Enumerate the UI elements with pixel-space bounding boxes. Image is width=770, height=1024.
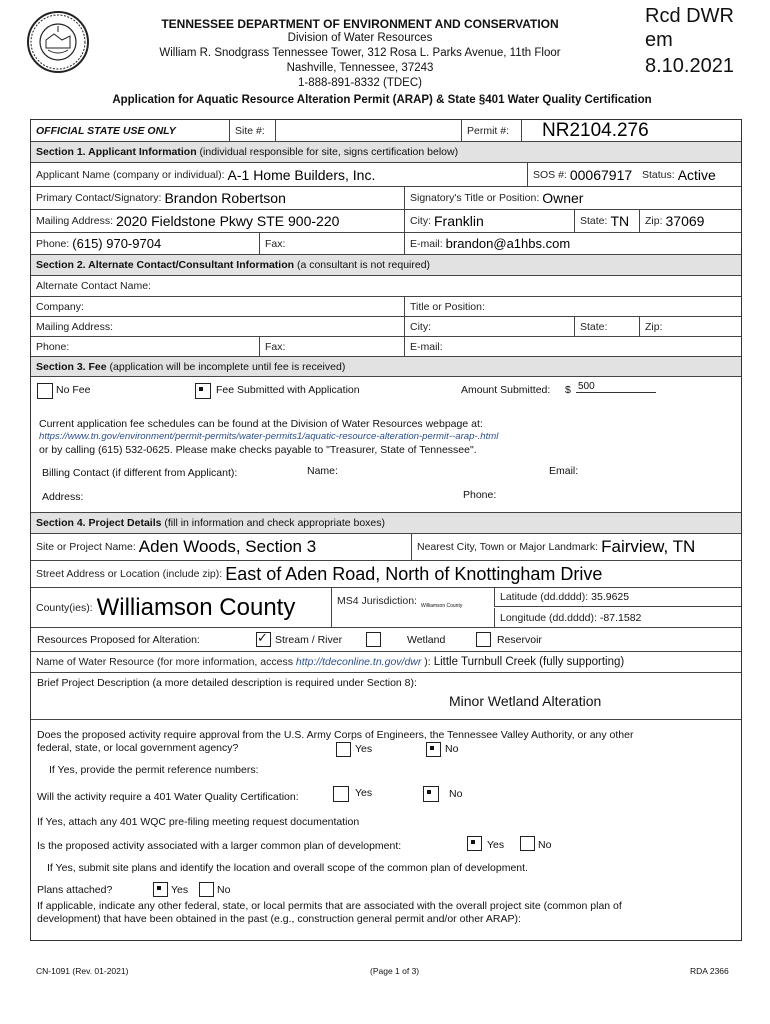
zip-label: Zip:	[645, 215, 663, 227]
section-2-header	[31, 255, 741, 276]
q1-yes-checkbox[interactable]	[336, 742, 351, 757]
status-label: Status:	[642, 168, 675, 181]
county-value: Williamson County	[96, 593, 296, 621]
site-name-field[interactable]	[31, 534, 411, 560]
q2-no-checkbox[interactable]	[423, 786, 439, 802]
primary-contact-label: Primary Contact/Signatory:	[36, 192, 162, 204]
resources-label: Resources Proposed for Alteration:	[37, 634, 200, 646]
q3-no-checkbox[interactable]	[520, 836, 535, 851]
currency-symbol: $	[565, 384, 571, 396]
state-label: State:	[580, 215, 608, 227]
site-number-label: Site #:	[229, 120, 275, 141]
latitude-field[interactable]	[494, 588, 741, 607]
alt-phone-row	[31, 337, 741, 357]
q1-line-1: Does the proposed activity require approval from the U.S. Army Corps of Engineers, the Tennessee Valley Authority, or any other	[37, 729, 634, 741]
alt-company-row	[31, 297, 741, 317]
stream-checkbox[interactable]	[256, 632, 271, 647]
section-2-title: Section 2. Alternate Contact/Consultant Information	[36, 259, 295, 271]
contact-row	[31, 187, 741, 210]
q2-text: Will the activity require a 401 Water Quality Certification:	[37, 791, 299, 803]
signatory-title-label: Signatory's Title or Position:	[410, 192, 540, 204]
alt-fax-field[interactable]	[259, 337, 404, 356]
longitude-field[interactable]	[494, 608, 741, 627]
county-label: County(ies):	[36, 601, 93, 614]
alt-contact-row	[31, 276, 741, 297]
received-stamp-3: 8.10.2021	[645, 55, 734, 77]
city-field[interactable]	[404, 210, 574, 232]
water-resource-label: Name of Water Resource (for more information, access	[36, 656, 293, 668]
address-line-1: William R. Snodgrass Tennessee Tower, 312 Rosa L. Parks Avenue, 11th Floor	[159, 47, 561, 59]
state-field[interactable]	[574, 210, 639, 232]
section-2-note: (a consultant is not required)	[296, 259, 431, 271]
mailing-address-label: Mailing Address:	[36, 215, 114, 227]
street-value: East of Aden Road, North of Knottingham Drive	[225, 563, 603, 584]
permit-number-label: Permit #:	[461, 120, 521, 141]
alt-contact-label: Alternate Contact Name:	[36, 280, 151, 292]
questions-body	[31, 720, 741, 940]
nearest-city-field[interactable]	[411, 534, 741, 560]
section-3-note: (application will be incomplete until fee is received)	[109, 360, 346, 373]
section-4-title: Section 4. Project Details	[36, 517, 162, 529]
fee-schedule-link[interactable]: https://www.tn.gov/environment/permit-permits/water-permits1/aquatic-resource-alteration-permit--arap-.html	[39, 431, 499, 442]
q3-sub: If Yes, submit site plans and identify the location and overall scope of the common plan of development.	[47, 862, 528, 874]
street-row	[31, 561, 741, 588]
wetland-checkbox[interactable]	[366, 632, 381, 647]
applicant-row	[31, 163, 741, 187]
q1-yes-label: Yes	[355, 743, 373, 755]
county-row	[31, 588, 741, 628]
official-use-label: OFFICIAL STATE USE ONLY	[36, 124, 176, 137]
signatory-title-value: Owner	[542, 190, 584, 206]
ms4-label: MS4 Jurisdiction:	[337, 595, 417, 607]
permit-number-field[interactable]	[521, 120, 741, 141]
primary-contact-field[interactable]	[31, 187, 404, 209]
email-value: brandon@a1hbs.com	[445, 236, 571, 251]
site-row	[31, 534, 741, 561]
page-number: (Page 1 of 3)	[370, 966, 420, 976]
alt-state-field[interactable]	[574, 317, 639, 336]
water-resource-link[interactable]: http://tdeconline.tn.gov/dwr	[295, 656, 422, 668]
alt-email-field[interactable]	[404, 337, 741, 356]
signatory-title-field[interactable]	[404, 187, 741, 209]
stream-label: Stream / River	[275, 634, 343, 646]
section-4-note: (fill in information and check appropriate boxes)	[164, 517, 386, 529]
billing-contact-label: Billing Contact (if different from Applicant):	[42, 467, 238, 479]
alt-phone-label: Phone:	[36, 340, 70, 353]
q4-line-1: If applicable, indicate any other federal, state, or local permits that are associated with the overall project site (common plan of	[37, 900, 622, 912]
plans-yes-label: Yes	[171, 884, 189, 896]
q3-text: Is the proposed activity associated with a larger common plan of development:	[37, 840, 402, 852]
alt-zip-label: Zip:	[645, 320, 663, 333]
q1-line-2: federal, state, or local government agency?	[37, 742, 239, 754]
section-4-header	[31, 513, 741, 534]
alt-title-label: Title or Position:	[410, 300, 485, 313]
status-value: Active	[677, 166, 716, 183]
q2-yes-label: Yes	[355, 787, 373, 799]
brief-row	[31, 673, 741, 720]
application-title: Application for Aquatic Resource Alteration Permit (ARAP) & State §401 Water Quality Certification	[112, 94, 652, 106]
longitude-value: -87.1582	[599, 611, 642, 624]
billing-name-label: Name:	[307, 465, 338, 477]
official-use-row	[31, 120, 741, 142]
city-label: City:	[410, 215, 431, 227]
section-1-note: (individual responsible for site, signs certification below)	[199, 146, 459, 158]
alt-email-label: E-mail:	[410, 340, 443, 353]
received-stamp-1: Rcd DWR	[645, 5, 734, 27]
alt-company-label: Company:	[36, 300, 84, 313]
state-value: TN	[610, 213, 630, 229]
billing-phone-label: Phone:	[463, 489, 497, 501]
section-3-title: Section 3. Fee	[36, 360, 107, 373]
zip-field[interactable]	[639, 210, 741, 232]
phone-line: 1-888-891-8332 (TDEC)	[297, 77, 422, 89]
street-field[interactable]	[31, 561, 741, 587]
water-resource-field[interactable]	[31, 652, 741, 672]
alt-phone-field[interactable]	[31, 337, 259, 356]
fee-submitted-checkbox[interactable]	[195, 383, 211, 399]
resources-row	[31, 628, 741, 652]
email-label: E-mail:	[410, 237, 443, 250]
billing-address-label: Address:	[42, 491, 84, 503]
no-fee-checkbox[interactable]	[37, 383, 53, 399]
reservoir-label: Reservoir	[497, 634, 542, 646]
phone-field[interactable]	[31, 233, 259, 254]
section-3-body	[31, 377, 741, 513]
applicant-name-label: Applicant Name (company or individual):	[36, 168, 225, 181]
ms4-value: Williamson County	[420, 603, 463, 609]
city-value: Franklin	[434, 213, 484, 229]
phone-row	[31, 233, 741, 255]
alt-zip-field[interactable]	[639, 317, 741, 336]
alt-mailing-row	[31, 317, 741, 337]
site-name-label: Site or Project Name:	[36, 541, 136, 553]
q1-no-label: No	[445, 743, 459, 755]
wetland-label: Wetland	[407, 634, 446, 646]
mailing-address-value: 2020 Fieldstone Pkwy STE 900-220	[116, 213, 340, 229]
q3-yes-label: Yes	[487, 839, 505, 851]
q3-no-label: No	[538, 839, 552, 851]
email-field[interactable]	[404, 233, 741, 254]
mailing-row	[31, 210, 741, 233]
alt-company-field[interactable]	[31, 297, 404, 316]
amount-field[interactable]	[576, 381, 656, 393]
brief-label: Brief Project Description (a more detailed description is required under Section 8):	[37, 677, 417, 689]
alt-fax-label: Fax:	[265, 340, 286, 353]
q2-yes-checkbox[interactable]	[333, 786, 349, 802]
plans-no-label: No	[217, 884, 231, 896]
ms4-field[interactable]	[331, 588, 494, 627]
q4-line-2: development) that have been obtained in the past (e.g., construction general permit and/or other ARAP):	[37, 913, 521, 925]
q1-no-checkbox[interactable]	[426, 742, 441, 757]
section-3-header	[31, 357, 741, 377]
dept-title: TENNESSEE DEPARTMENT OF ENVIRONMENT AND CONSERVATION	[161, 17, 559, 31]
phone-value: (615) 970-9704	[72, 236, 162, 251]
mailing-address-field[interactable]	[31, 210, 404, 232]
plans-no-checkbox[interactable]	[199, 882, 214, 897]
water-resource-value: Little Turnbull Creek (fully supporting)	[433, 656, 625, 668]
longitude-label: Longitude (dd.dddd):	[500, 611, 597, 624]
rda-number: RDA 2366	[690, 966, 729, 976]
received-stamp-2: em	[645, 29, 673, 51]
application-form	[30, 119, 742, 941]
alt-mailing-label: Mailing Address:	[36, 320, 114, 333]
reservoir-checkbox[interactable]	[476, 632, 491, 647]
sos-label: SOS #:	[533, 168, 567, 181]
applicant-name-value: A-1 Home Builders, Inc.	[227, 166, 376, 183]
primary-contact-value: Brandon Robertson	[164, 190, 286, 206]
latitude-value: 35.9625	[591, 591, 630, 603]
fee-schedule-text: Current application fee schedules can be found at the Division of Water Resources webpage at:	[39, 418, 483, 430]
alt-title-field[interactable]	[404, 297, 741, 316]
county-field[interactable]	[31, 588, 331, 627]
billing-email-label: Email:	[549, 465, 579, 477]
street-label: Street Address or Location (include zip):	[36, 568, 223, 580]
form-number: CN-1091 (Rev. 01-2021)	[36, 966, 129, 976]
section-1-title: Section 1. Applicant Information	[36, 146, 197, 158]
site-name-value: Aden Woods, Section 3	[138, 537, 317, 556]
brief-value[interactable]: Minor Wetland Alteration	[449, 693, 602, 709]
water-resource-row	[31, 652, 741, 673]
plans-label: Plans attached?	[37, 884, 113, 896]
status-field[interactable]	[637, 163, 741, 186]
fee-call-text: or by calling (615) 532-0625. Please make checks payable to "Treasurer, State of Tennessee".	[39, 444, 477, 456]
fax-label: Fax:	[265, 237, 286, 250]
site-number-field[interactable]	[275, 120, 461, 141]
nearest-city-value: Fairview, TN	[601, 537, 696, 556]
q1-sub: If Yes, provide the permit reference numbers:	[49, 764, 259, 776]
alt-state-label: State:	[580, 320, 608, 333]
q2-sub: If Yes, attach any 401 WQC pre-filing meeting request documentation	[37, 816, 360, 828]
q3-yes-checkbox[interactable]	[467, 836, 482, 851]
zip-value: 37069	[665, 213, 705, 229]
alt-contact-field[interactable]	[31, 276, 741, 296]
section-1-header	[31, 142, 741, 163]
q2-no-label: No	[449, 788, 463, 800]
applicant-name-field[interactable]	[31, 163, 527, 186]
amount-label: Amount Submitted:	[461, 384, 551, 396]
amount-value: 500	[578, 381, 595, 392]
alt-city-label: City:	[410, 320, 431, 333]
fee-submitted-label: Fee Submitted with Application	[216, 384, 360, 396]
latitude-label: Latitude (dd.dddd):	[500, 591, 589, 603]
phone-label: Phone:	[36, 237, 70, 250]
alt-mailing-field[interactable]	[31, 317, 404, 336]
fax-field[interactable]	[259, 233, 404, 254]
plans-yes-checkbox[interactable]	[153, 882, 168, 897]
no-fee-label: No Fee	[56, 384, 91, 396]
sos-value: 00067917	[569, 166, 633, 183]
division: Division of Water Resources	[287, 32, 433, 44]
sos-field[interactable]	[527, 163, 637, 186]
alt-city-field[interactable]	[404, 317, 574, 336]
water-resource-close: ):	[424, 656, 431, 668]
permit-number-value: NR2104.276	[542, 119, 649, 141]
nearest-city-label: Nearest City, Town or Major Landmark:	[417, 541, 599, 553]
address-line-2: Nashville, Tennessee, 37243	[286, 62, 434, 74]
